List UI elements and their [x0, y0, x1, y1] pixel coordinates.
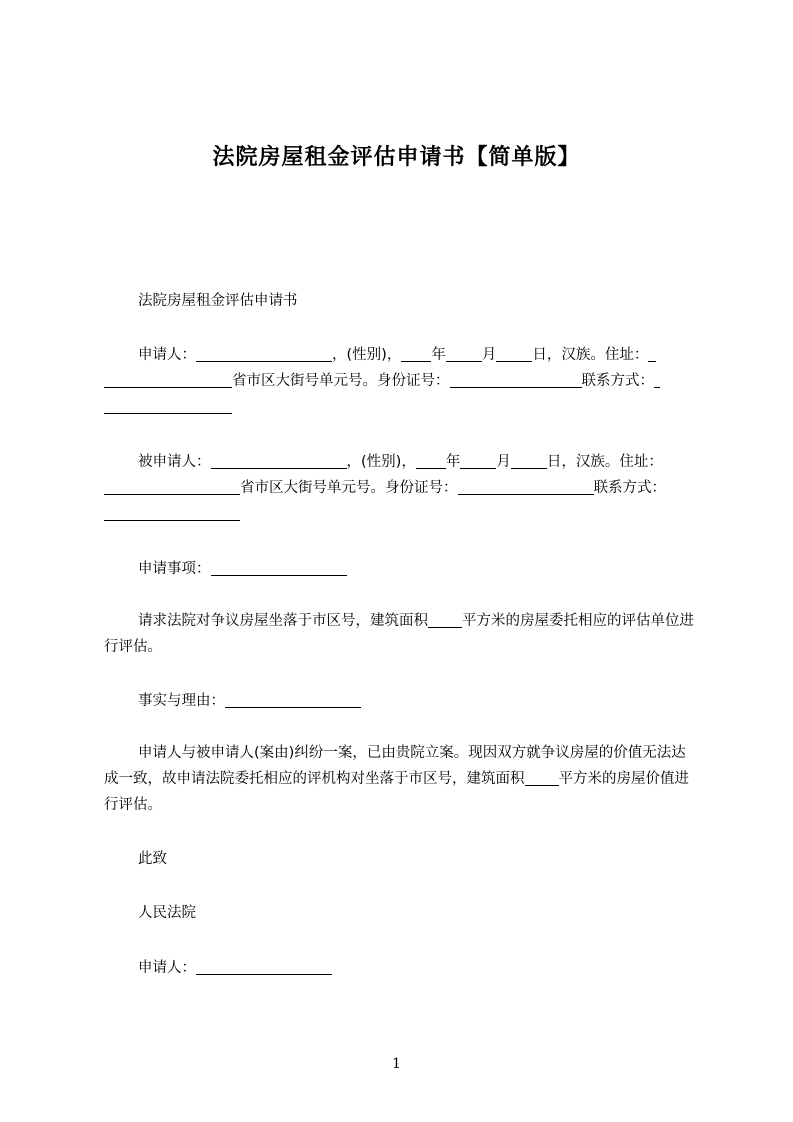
facts-line [104, 688, 700, 714]
page-number: 1 [392, 1056, 401, 1072]
respondent-year: 年 [445, 454, 461, 470]
applicant-paragraph [104, 342, 700, 420]
facts-label: 事实与理由： [138, 693, 225, 709]
signature-blank[interactable] [196, 958, 332, 975]
subtitle: 法院房屋租金评估申请书 [138, 293, 298, 309]
applicant-id-blank[interactable] [450, 371, 582, 388]
closing-text: 此致 [138, 851, 167, 867]
facts-blank[interactable] [225, 691, 361, 708]
applicant-address-blank-start[interactable] [648, 345, 656, 362]
matters-label: 申请事项： [138, 561, 211, 577]
document-title: 法院房屋租金评估申请书【简单版】 [212, 145, 581, 170]
applicant-day-blank[interactable] [496, 345, 532, 362]
respondent-month-blank[interactable] [460, 452, 496, 469]
applicant-month: 月 [481, 347, 497, 363]
applicant-day: 日，汉族。住址： [532, 347, 649, 363]
respondent-contact-blank[interactable] [104, 504, 240, 521]
matters-line [104, 556, 700, 582]
respondent-month: 月 [496, 454, 511, 470]
signature-label: 申请人： [138, 960, 196, 976]
applicant-name-blank[interactable] [196, 345, 332, 362]
respondent-day-blank[interactable] [511, 452, 547, 469]
applicant-contact-blank[interactable] [104, 397, 232, 414]
request-paragraph [104, 608, 700, 660]
applicant-gender: ，(性别)， [332, 347, 402, 363]
applicant-year-blank[interactable] [401, 345, 431, 362]
matters-blank[interactable] [211, 559, 347, 576]
respondent-contact: 联系方式： [593, 480, 666, 496]
applicant-year: 年 [431, 347, 446, 363]
applicant-label: 申请人： [138, 347, 196, 363]
applicant-address-suffix: 省市区大街号单元号。身份证号： [232, 373, 450, 389]
respondent-address-suffix: 省市区大街号单元号。身份证号： [240, 480, 458, 496]
respondent-day: 日，汉族。住址： [546, 454, 663, 470]
respondent-paragraph [104, 449, 700, 527]
request-text-2: 平方米的房屋委托相应的评估单位进行评估。 [104, 613, 694, 655]
applicant-address-blank[interactable] [104, 371, 232, 388]
court-name: 人民法院 [138, 905, 196, 921]
applicant-contact: 联系方式： [581, 373, 654, 389]
request-text-1: 请求法院对争议房屋坐落于市区号，建筑面积 [138, 613, 428, 629]
respondent-address-blank[interactable] [104, 478, 240, 495]
applicant-month-blank[interactable] [446, 345, 482, 362]
reason-area-blank[interactable] [525, 769, 559, 786]
request-area-blank[interactable] [428, 611, 462, 628]
respondent-id-blank[interactable] [458, 478, 594, 495]
respondent-gender: ，(性别)， [346, 454, 416, 470]
respondent-name-blank[interactable] [211, 452, 347, 469]
reason-text-1: 申请人与被申请人(案由)纠纷一案，已由贵院立案。现因双方就争议房屋的价值无法达成一致，故申请法院委托相应的评机构对坐落于市区号，建筑面积 [104, 745, 686, 787]
respondent-year-blank[interactable] [416, 452, 446, 469]
applicant-contact-blank-start[interactable] [654, 371, 660, 388]
signature-line [104, 955, 700, 981]
reason-text-2: 平方米的房屋价值进行评估。 [104, 771, 689, 813]
reason-paragraph [104, 740, 700, 818]
respondent-label: 被申请人： [138, 454, 211, 470]
